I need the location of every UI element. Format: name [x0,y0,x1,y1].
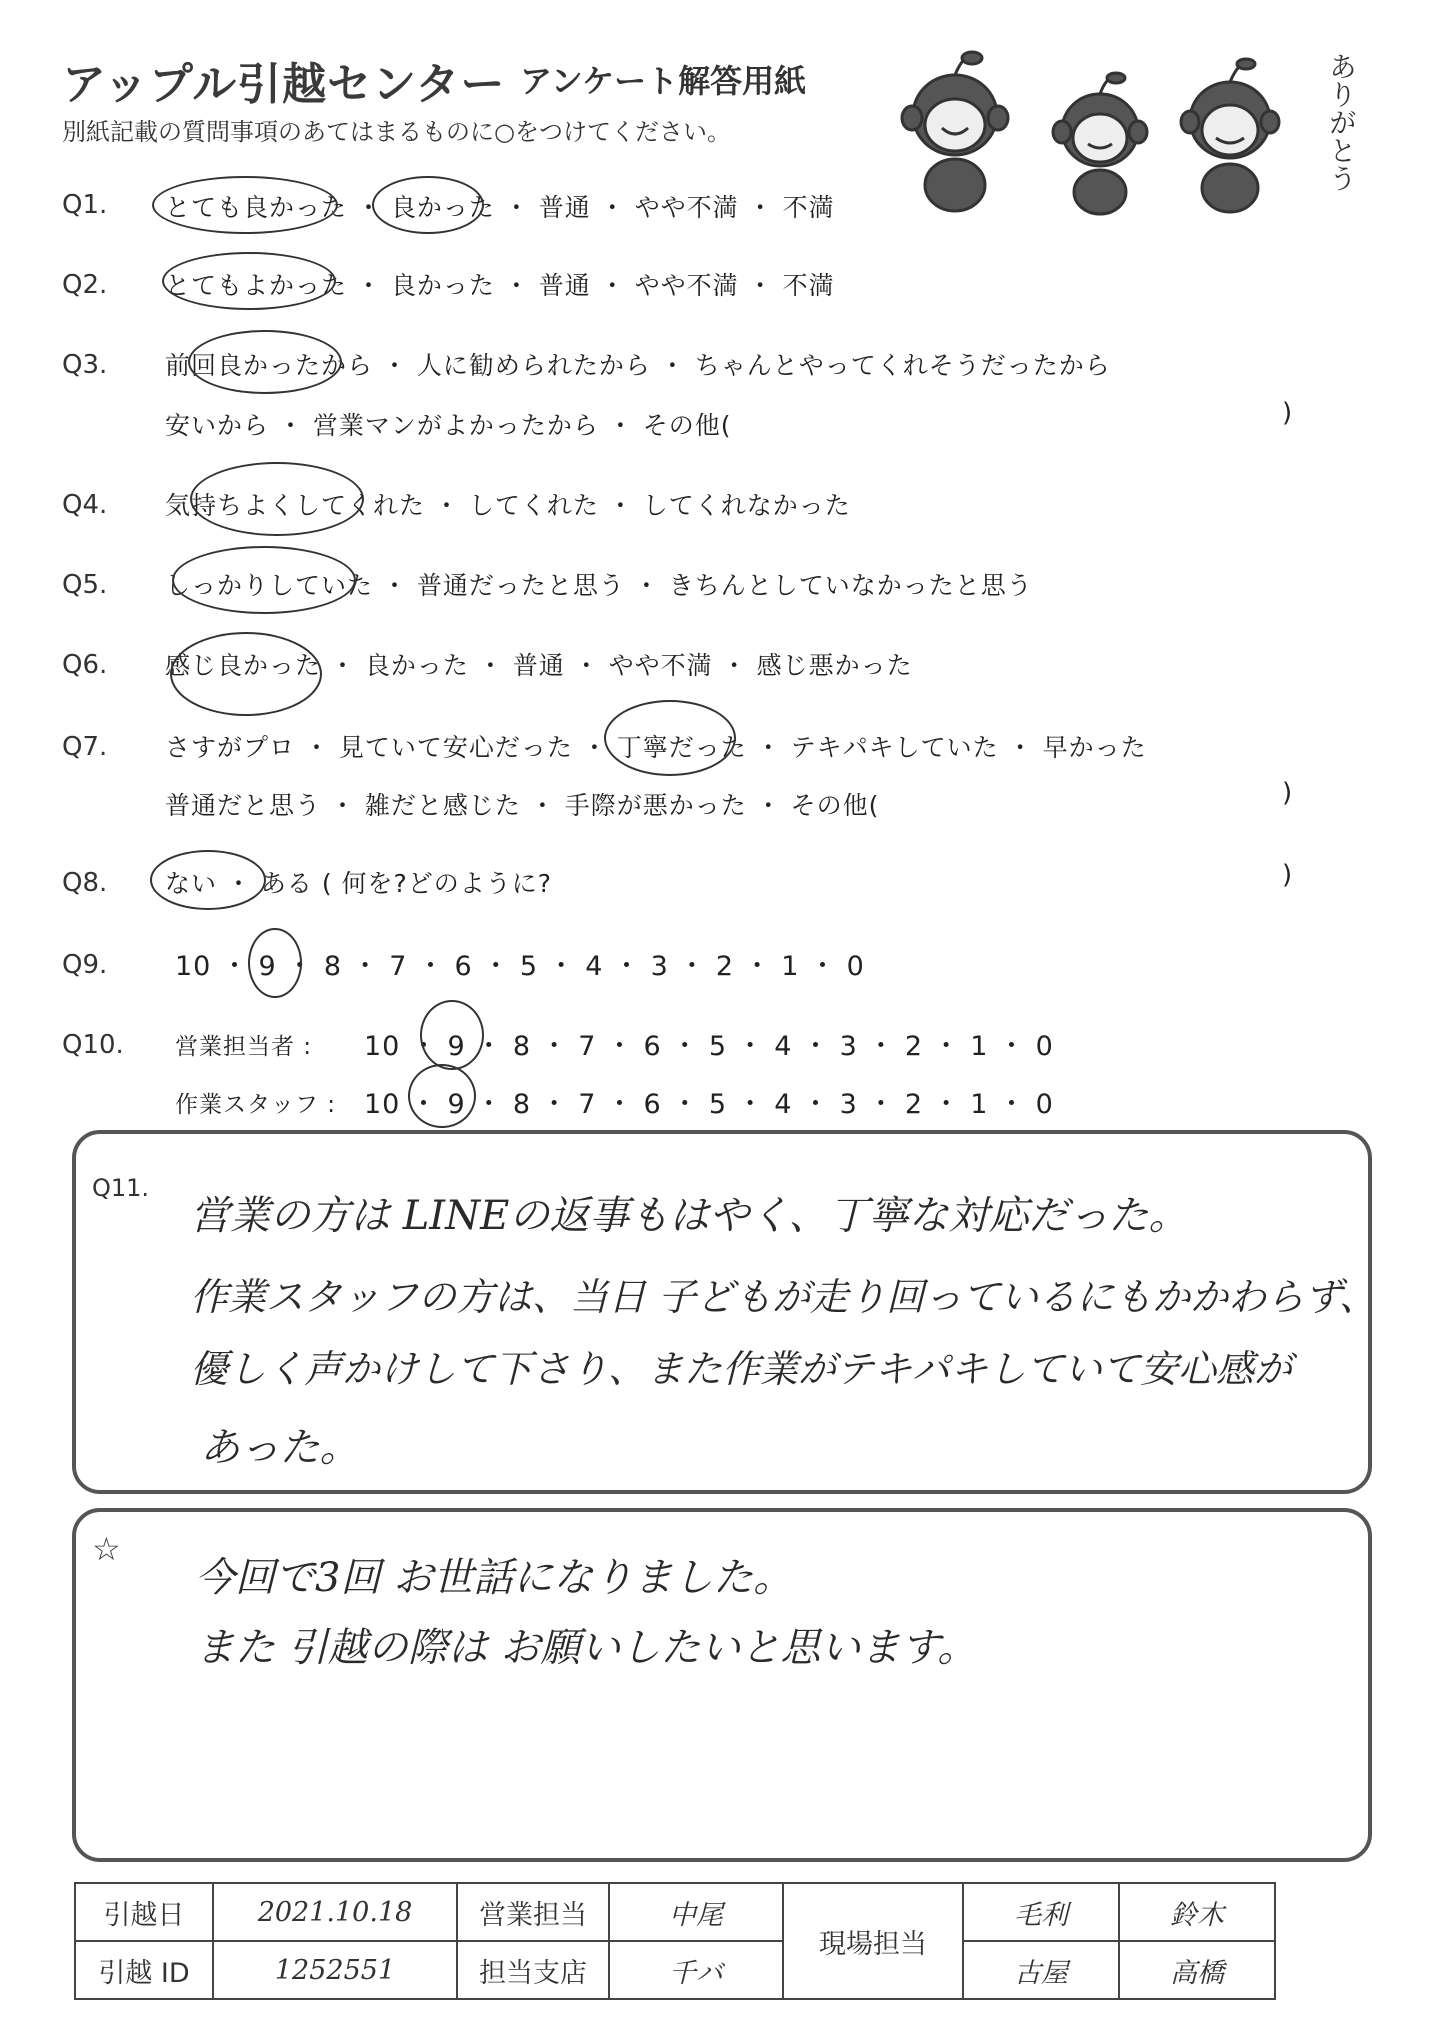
q11-comment-line: 営業の方は LINEの返事もはやく、丁寧な対応だった。 [190,1193,1189,1239]
sales-rep-value: 中尾 [609,1883,783,1941]
q8-close-paren: ) [1282,860,1293,890]
q5-options: しっかりしていた ・ 普通だったと思う ・ きちんとしていなかったと思う [165,571,1033,600]
q5-label: Q5. [62,570,108,600]
q8-options: ない ・ ある ( 何を?どのように? [165,869,553,898]
q4-options: 気持ちよくしてくれた ・ してくれた ・ してくれなかった [165,491,851,520]
q10-sales-options: 10 ・ 9 ・ 8 ・ 7 ・ 6 ・ 5 ・ 4 ・ 3 ・ 2 ・ 1 ・ 0 [364,1031,1054,1062]
form-subtitle: アンケート解答用紙 [520,62,807,100]
q3-label: Q3. [62,350,108,380]
answer-circle [172,546,356,614]
answer-circle [408,1064,476,1128]
answer-circle [188,330,342,394]
q7-line2: 普通だと思う ・ 雑だと感じた ・ 手際が悪かった ・ その他( [165,791,880,820]
answer-circle [150,850,266,910]
q9-label: Q9. [62,950,108,980]
sales-rep-label: 営業担当 [457,1883,609,1941]
q11-comment-line: 優しく声かけして下さり、また作業がテキパキしていて安心感が [190,1347,1293,1391]
q3-close-paren: ) [1282,398,1293,428]
q4-label: Q4. [62,490,108,520]
instruction-text: 別紙記載の質問事項のあてはまるものに○をつけてください。 [62,118,731,146]
q10-staff-label: 作業スタッフ : [175,1092,337,1118]
q1-label: Q1. [62,190,108,220]
answer-circle [420,1000,484,1070]
q2-label: Q2. [62,270,108,300]
q11-comment-line: 作業スタッフの方は、当日 子どもが走り回っているにもかかわらず、 [190,1275,1378,1319]
move-id-value: 1252551 [213,1941,457,1999]
q6-label: Q6. [62,650,108,680]
answer-circle [372,176,484,234]
answer-circle [248,928,302,998]
move-info-table [74,1882,1276,2000]
answer-circle [162,252,336,310]
company-title: アップル引越センター [62,59,506,110]
q11-comment-line: あった。 [200,1425,360,1471]
q10-staff-options: 10 ・ 9 ・ 8 ・ 7 ・ 6 ・ 5 ・ 4 ・ 3 ・ 2 ・ 1 ・ 0 [364,1089,1054,1120]
star-comment-line: 今回で3回 お世話になりました。 [195,1555,794,1601]
site-rep-value: 鈴木 [1119,1883,1275,1941]
q9-options: 10 ・ 9 ・ 8 ・ 7 ・ 6 ・ 5 ・ 4 ・ 3 ・ 2 ・ 1 ・ 0 [175,951,865,982]
star-icon: ☆ [92,1530,121,1568]
q3-line1: 前回良かったから ・ 人に勧められたから ・ ちゃんとやってくれそうだったから [165,351,1111,380]
q2-options: とてもよかった ・ 良かった ・ 普通 ・ やや不満 ・ 不満 [165,271,835,300]
q8-label: Q8. [62,868,108,898]
answer-circle [152,176,338,234]
site-rep-value: 古屋 [963,1941,1119,1999]
q10-sales-label: 営業担当者 : [175,1034,313,1060]
q7-label: Q7. [62,732,108,762]
q11-label: Q11. [92,1174,150,1202]
q6-options: 感じ良かった ・ 良かった ・ 普通 ・ やや不満 ・ 感じ悪かった [165,651,913,680]
site-rep-value: 高橋 [1119,1941,1275,1999]
move-id-label: 引越 ID [75,1941,213,1999]
monkey-mascots-illustration [890,40,1310,220]
mascot-caption: ありがとう [1325,52,1358,192]
q7-line1: さすがプロ ・ 見ていて安心だった ・ 丁寧だった ・ テキパキしていた ・ 早かった [165,733,1147,762]
answer-circle [604,700,736,776]
branch-value: 千バ [609,1941,783,1999]
star-comment-line: また 引越の際は お願いしたいと思います。 [195,1625,978,1671]
q7-close-paren: ) [1282,778,1293,808]
answer-circle [170,632,322,716]
branch-label: 担当支店 [457,1941,609,1999]
q10-label: Q10. [62,1030,124,1060]
move-date-value: 2021.10.18 [213,1883,457,1941]
site-rep-label: 現場担当 [783,1883,963,1999]
site-rep-value: 毛利 [963,1883,1119,1941]
q1-options: とても良かった ・ 良かった ・ 普通 ・ やや不満 ・ 不満 [165,193,835,222]
q3-line2: 安いから ・ 営業マンがよかったから ・ その他( [165,411,732,440]
answer-circle [190,462,364,536]
move-date-label: 引越日 [75,1883,213,1941]
